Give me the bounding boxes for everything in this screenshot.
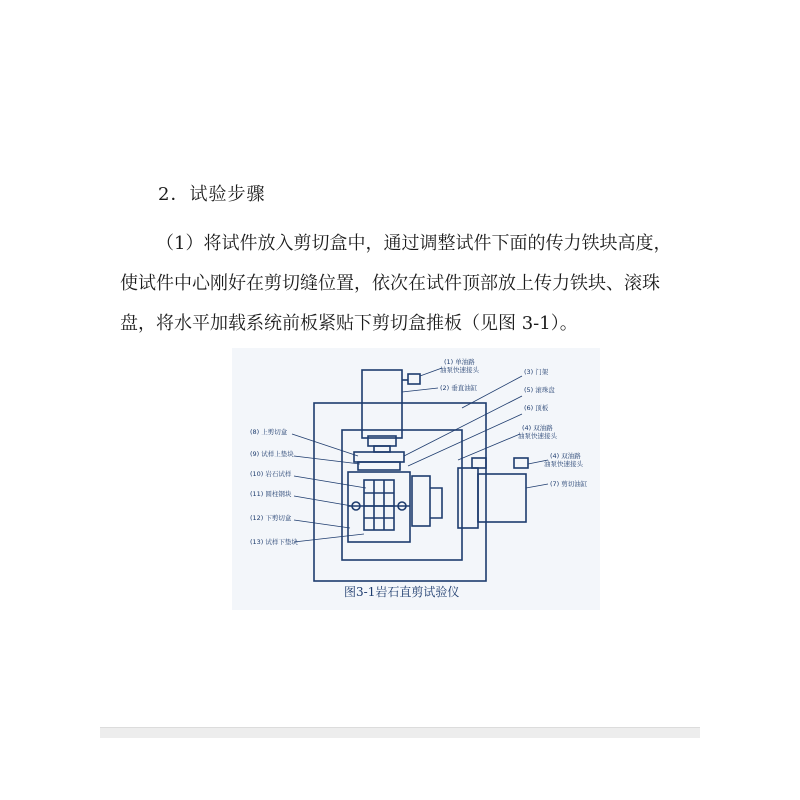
label-12: (12) 下剪切盒 [250,514,292,522]
shear-apparatus-figure [232,348,600,610]
label-4c: (4) 双油路 [550,452,581,460]
label-11: (11) 圆柱钢块 [250,490,292,498]
label-4d: 油泵快速接头 [544,460,583,468]
label-1b: 油泵快速接头 [440,366,479,374]
body-paragraph [120,224,700,344]
label-6: (6) 顶板 [524,404,549,412]
paragraph-line-1: （1）将试件放入剪切盒中，通过调整试件下面的传力铁块高度， [156,233,672,254]
label-9: (9) 试样上垫块 [250,450,294,458]
label-13: (13) 试样下垫块 [250,538,298,546]
section-heading: 2．试验步骤 [158,184,266,205]
shear-apparatus-diagram [232,348,600,610]
paragraph-line-2: 使试件中心刚好在剪切缝位置，依次在试件顶部放上传力铁块、滚珠 [120,273,660,294]
label-3: (3) 门架 [524,368,549,376]
label-8: (8) 上剪切盒 [250,428,288,436]
label-2: (2) 垂直油缸 [440,384,478,392]
label-1a: (1) 单油路 [444,358,475,366]
label-10: (10) 岩石试样 [250,470,292,478]
paragraph-line-3: 盘，将水平加载系统前板紧贴下剪切盒推板（见图 3-1）。 [120,313,578,334]
label-4a: (4) 双油路 [522,424,553,432]
label-5: (5) 滚珠盘 [524,386,555,394]
figure-caption: 图3-1岩石直剪试验仪 [344,585,460,599]
label-7: (7) 剪切油缸 [550,480,588,488]
label-4b: 油泵快速接头 [518,432,557,440]
page-footer-divider [100,727,700,738]
